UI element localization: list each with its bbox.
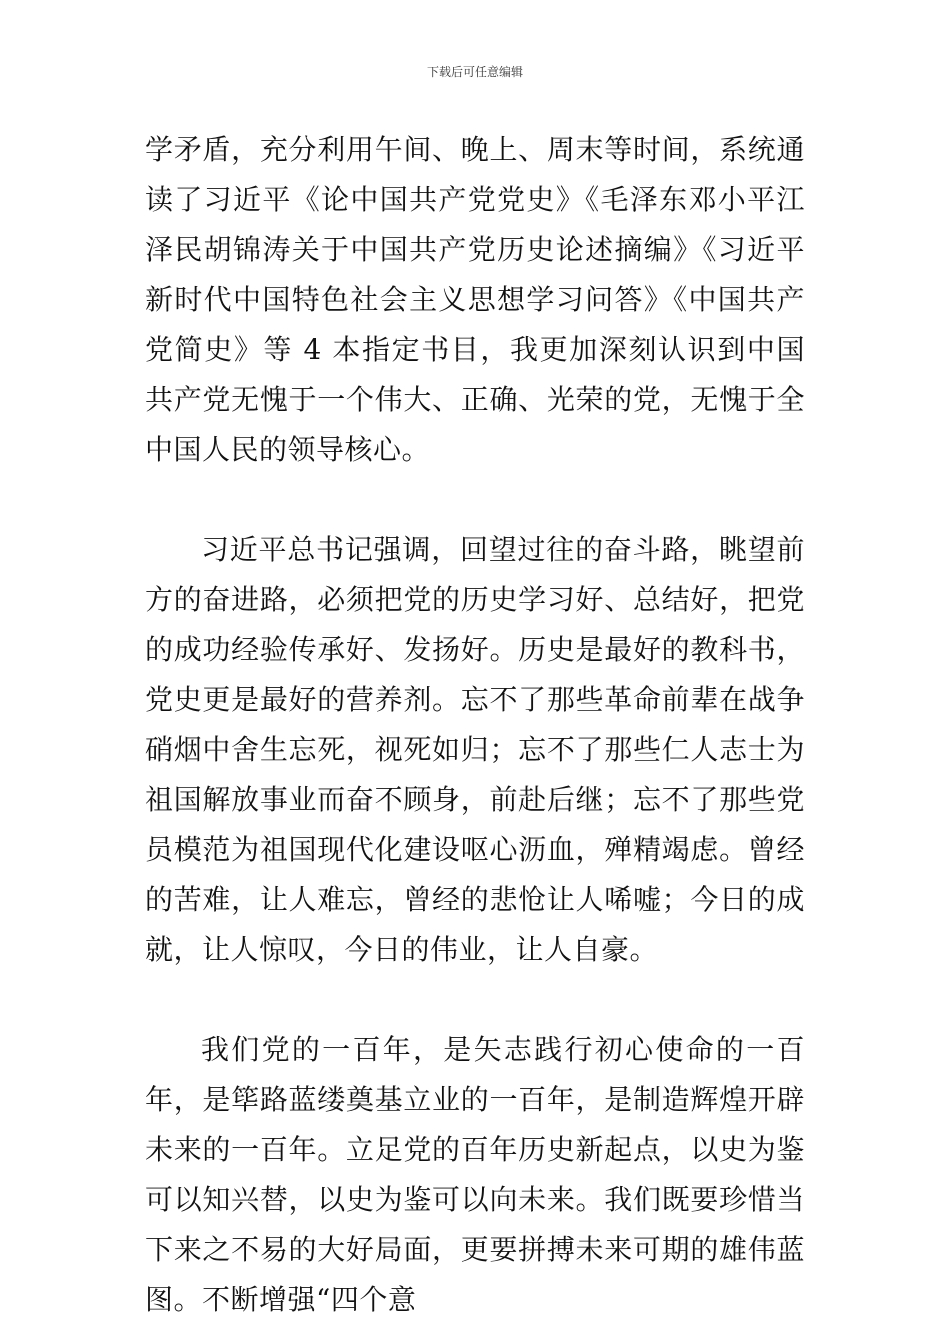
paragraph-centenary: 我们党的一百年，是矢志践行初心使命的一百年，是筚路蓝缕奠基立业的一百年，是制造辉煌开辟未来的一百年。立足党的百年历史新起点，以史为鉴可以知兴替，以史为鉴可以向未来。我们既要珍惜当下来之不易的大好局面，更要拼搏未来可期的雄伟蓝图。不断增强“四个意 [145,1033,805,1316]
document-body [145,125,805,1325]
paragraph-continuation: 学矛盾，充分利用午间、晚上、周末等时间，系统通读了习近平《论中国共产党党史》《毛泽东邓小平江泽民胡锦涛关于中国共产党历史论述摘编》《习近平新时代中国特色社会主义思想学习问答》《中国共产党简史》等 4 本指定书目，我更加深刻认识到中国共产党无愧于一个伟大、正确、光荣的党，无愧于全中国人民的领导核心。 [145,133,805,466]
page-header: 下载后可任意编辑 [426,65,523,79]
paragraph-party-history: 习近平总书记强调，回望过往的奋斗路，眺望前方的奋进路，必须把党的历史学习好、总结好，把党的成功经验传承好、发扬好。历史是最好的教科书，党史更是最好的营养剂。忘不了那些革命前辈在战争硝烟中舍生忘死，视死如归；忘不了那些仁人志士为祖国解放事业而奋不顾身，前赴后继；忘不了那些党员模范为祖国现代化建设呕心沥血，殚精竭虑。曾经的苦难，让人难忘，曾经的悲怆让人唏嘘；今日的成就，让人惊叹，今日的伟业，让人自豪。 [145,533,805,966]
